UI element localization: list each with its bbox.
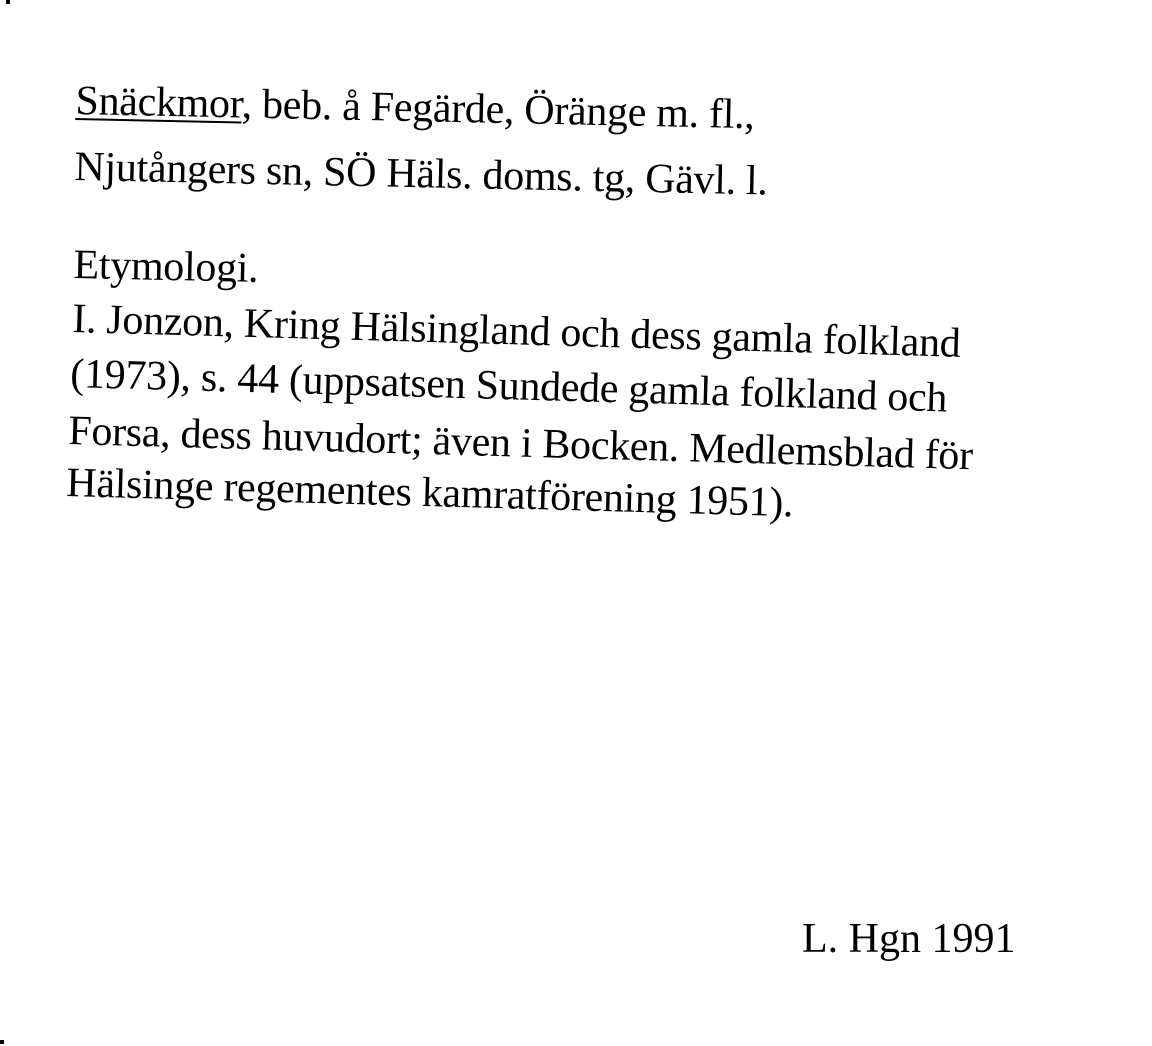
entry-line-1-rest: , beb. å Fegärde, Öränge m. fl., [241, 81, 756, 139]
scan-mark-bottom [0, 1040, 4, 1044]
signature: L. Hgn 1991 [802, 916, 1016, 962]
etymology-line: Forsa, dess huvudort; även i Bocken. Medlemsblad för [67, 408, 974, 480]
entry-line-1 [75, 78, 756, 139]
headword: Snäckmor [75, 78, 243, 128]
etymology-heading: Etymologi. [73, 242, 259, 292]
etymology-line: (1973), s. 44 (uppsatsen Sundede gamla folkland och [69, 351, 948, 422]
etymology-line: I. Jonzon, Kring Hälsingland och dess gamla folkland [71, 296, 962, 367]
scan-mark-top [6, 0, 10, 4]
etymology-line: Hälsinge regementes kamratförening 1951). [65, 460, 794, 527]
entry-line-2: Njutångers sn, SÖ Häls. doms. tg, Gävl. l. [74, 144, 769, 205]
